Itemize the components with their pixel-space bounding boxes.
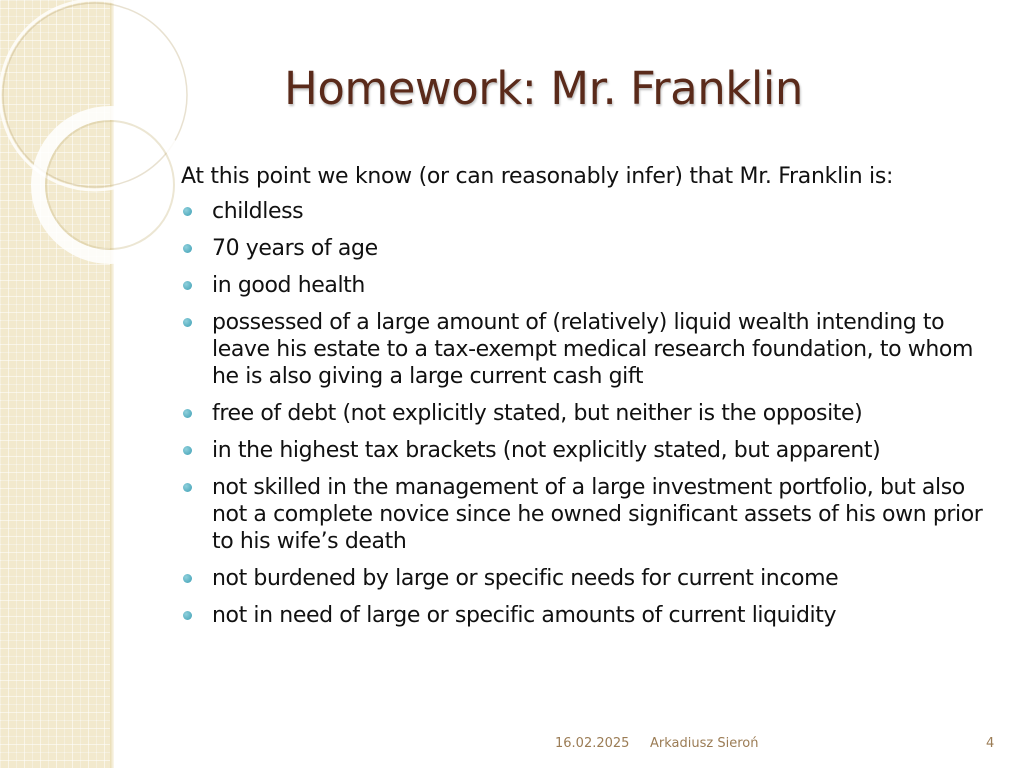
bullet-dot-icon [183, 574, 192, 583]
bullet-text: not skilled in the management of a large investment portfolio, but also not a complete novice since he owned significant assets of his own prior to his wife’s death [212, 475, 983, 554]
bullet-text: free of debt (not explicitly stated, but neither is the opposite) [212, 401, 863, 426]
bullet-text: not in need of large or specific amounts of current liquidity [212, 603, 837, 628]
bullet-item [181, 198, 991, 225]
bullet-dot-icon [183, 318, 192, 327]
bullet-dot-icon [183, 446, 192, 455]
bullet-item [181, 400, 991, 427]
upper-ring-shadow [3, 3, 187, 187]
lower-ring [38, 113, 182, 257]
bullet-dot-icon [183, 207, 192, 216]
bullet-dot-icon [183, 611, 192, 620]
intro-text: At this point we know (or can reasonably infer) that Mr. Franklin is: [181, 164, 894, 189]
bullet-item [181, 235, 991, 262]
bullet-dot-icon [183, 244, 192, 253]
bullet-item [181, 309, 991, 390]
bullet-item [181, 602, 991, 629]
bullet-item [181, 474, 991, 555]
bullet-list [181, 198, 991, 629]
bullet-text: not burdened by large or specific needs for current income [212, 566, 839, 591]
bullet-text: possessed of a large amount of (relatively) liquid wealth intending to leave his estate to a tax-exempt medical research foundation, to whom he is also giving a large current cash gift [212, 310, 973, 389]
footer-author: Arkadiusz Sieroń [650, 736, 759, 751]
upper-ring [0, 0, 190, 190]
bullet-text: in good health [212, 273, 365, 298]
bullet-item [181, 272, 991, 299]
bullet-dot-icon [183, 483, 192, 492]
slide-content [181, 164, 991, 639]
bullet-text: in the highest tax brackets (not explicitly stated, but apparent) [212, 438, 881, 463]
bullet-dot-icon [183, 409, 192, 418]
slide-title: Homework: Mr. Franklin [284, 62, 803, 115]
bullet-item [181, 437, 991, 464]
decorative-rings [0, 0, 140, 280]
page-number: 4 [986, 736, 995, 751]
bullet-item [181, 565, 991, 592]
bullet-dot-icon [183, 281, 192, 290]
footer-date: 16.02.2025 [555, 736, 630, 751]
bullet-text: 70 years of age [212, 236, 378, 261]
bullet-text: childless [212, 199, 304, 224]
